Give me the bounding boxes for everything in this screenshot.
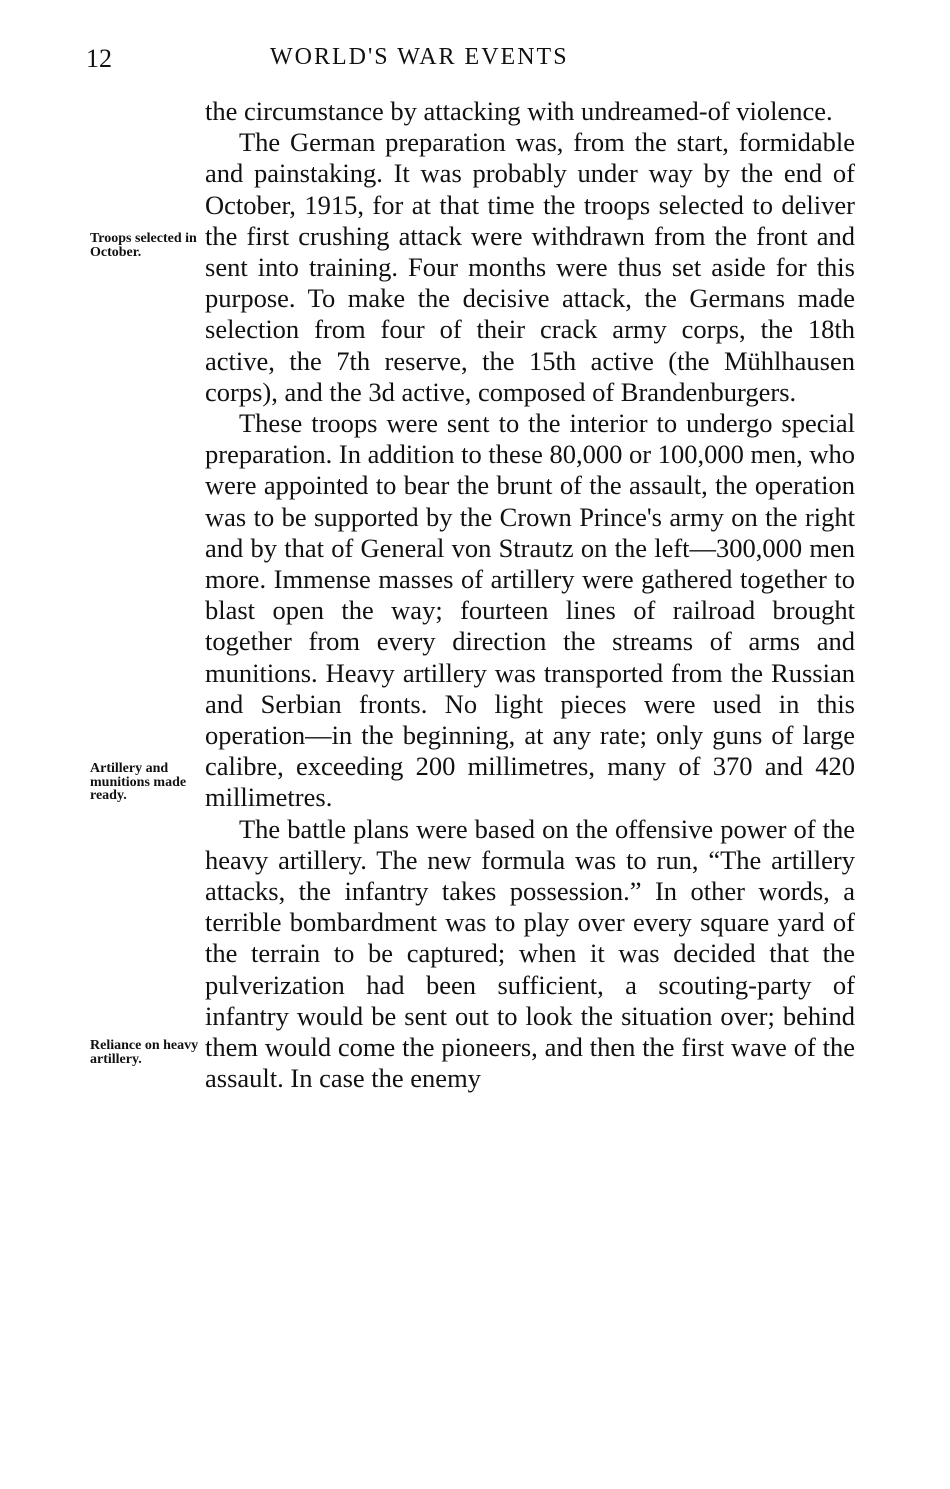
body-text — [205, 96, 855, 1095]
paragraph: The German preparation was, from the start, formidable and painstaking. It was probably under way by the end of October, 1915, for at that time the troops selected to deliver the first crushing attack were withdrawn from the front and sent into training. Four months were thus set aside for this purpose. To make the decisive attack, the Germans made selection from four of their crack army corps, the 18th active, the 7th reserve, the 15th active (the Mühlhausen corps), and the 3d active, composed of Brandenburgers. — [205, 127, 855, 407]
page-number: 12 — [86, 44, 112, 73]
paragraph: the circumstance by attacking with undreamed-of violence. — [205, 96, 833, 126]
side-note-artillery: Artillery and munitions made ready. — [90, 761, 187, 803]
side-note-troops: Troops selected in October. — [90, 231, 197, 260]
paragraph: The battle plans were based on the offensive power of the heavy artillery. The new formula was to run, “The artillery attacks, the infantry takes possession.” In other words, a terrible bombardment was to play over every square yard of the terrain to be captured; when it was decided that the pulverization had been sufficient, a scouting-party of infantry would be sent out to look the situation over; behind them would come the pioneers, and then the first wave of the assault. In case the enemy — [205, 813, 855, 1094]
paragraph: These troops were sent to the interior to undergo special preparation. In addition to these 80,000 or 100,000 men, who were appointed to bear the brunt of the assault, the operation was to be supported by the Crown Prince's army on the right and by that of General von Strautz on the left—300,000 men more. Immense masses of artillery were gathered together to blast open the way; fourteen lines of railroad brought together from every direction the streams of arms and munitions. Heavy artillery was transported from the Russian and Serbian fronts. No light pieces were used in this operation—in the beginning, at any rate; only guns of large calibre, exceeding 200 millimetres, many of 370 and 420 millimetres. — [205, 408, 855, 813]
running-title: WORLD'S WAR EVENTS — [270, 44, 569, 70]
side-note-reliance: Reliance on heavy artillery. — [90, 1038, 199, 1067]
